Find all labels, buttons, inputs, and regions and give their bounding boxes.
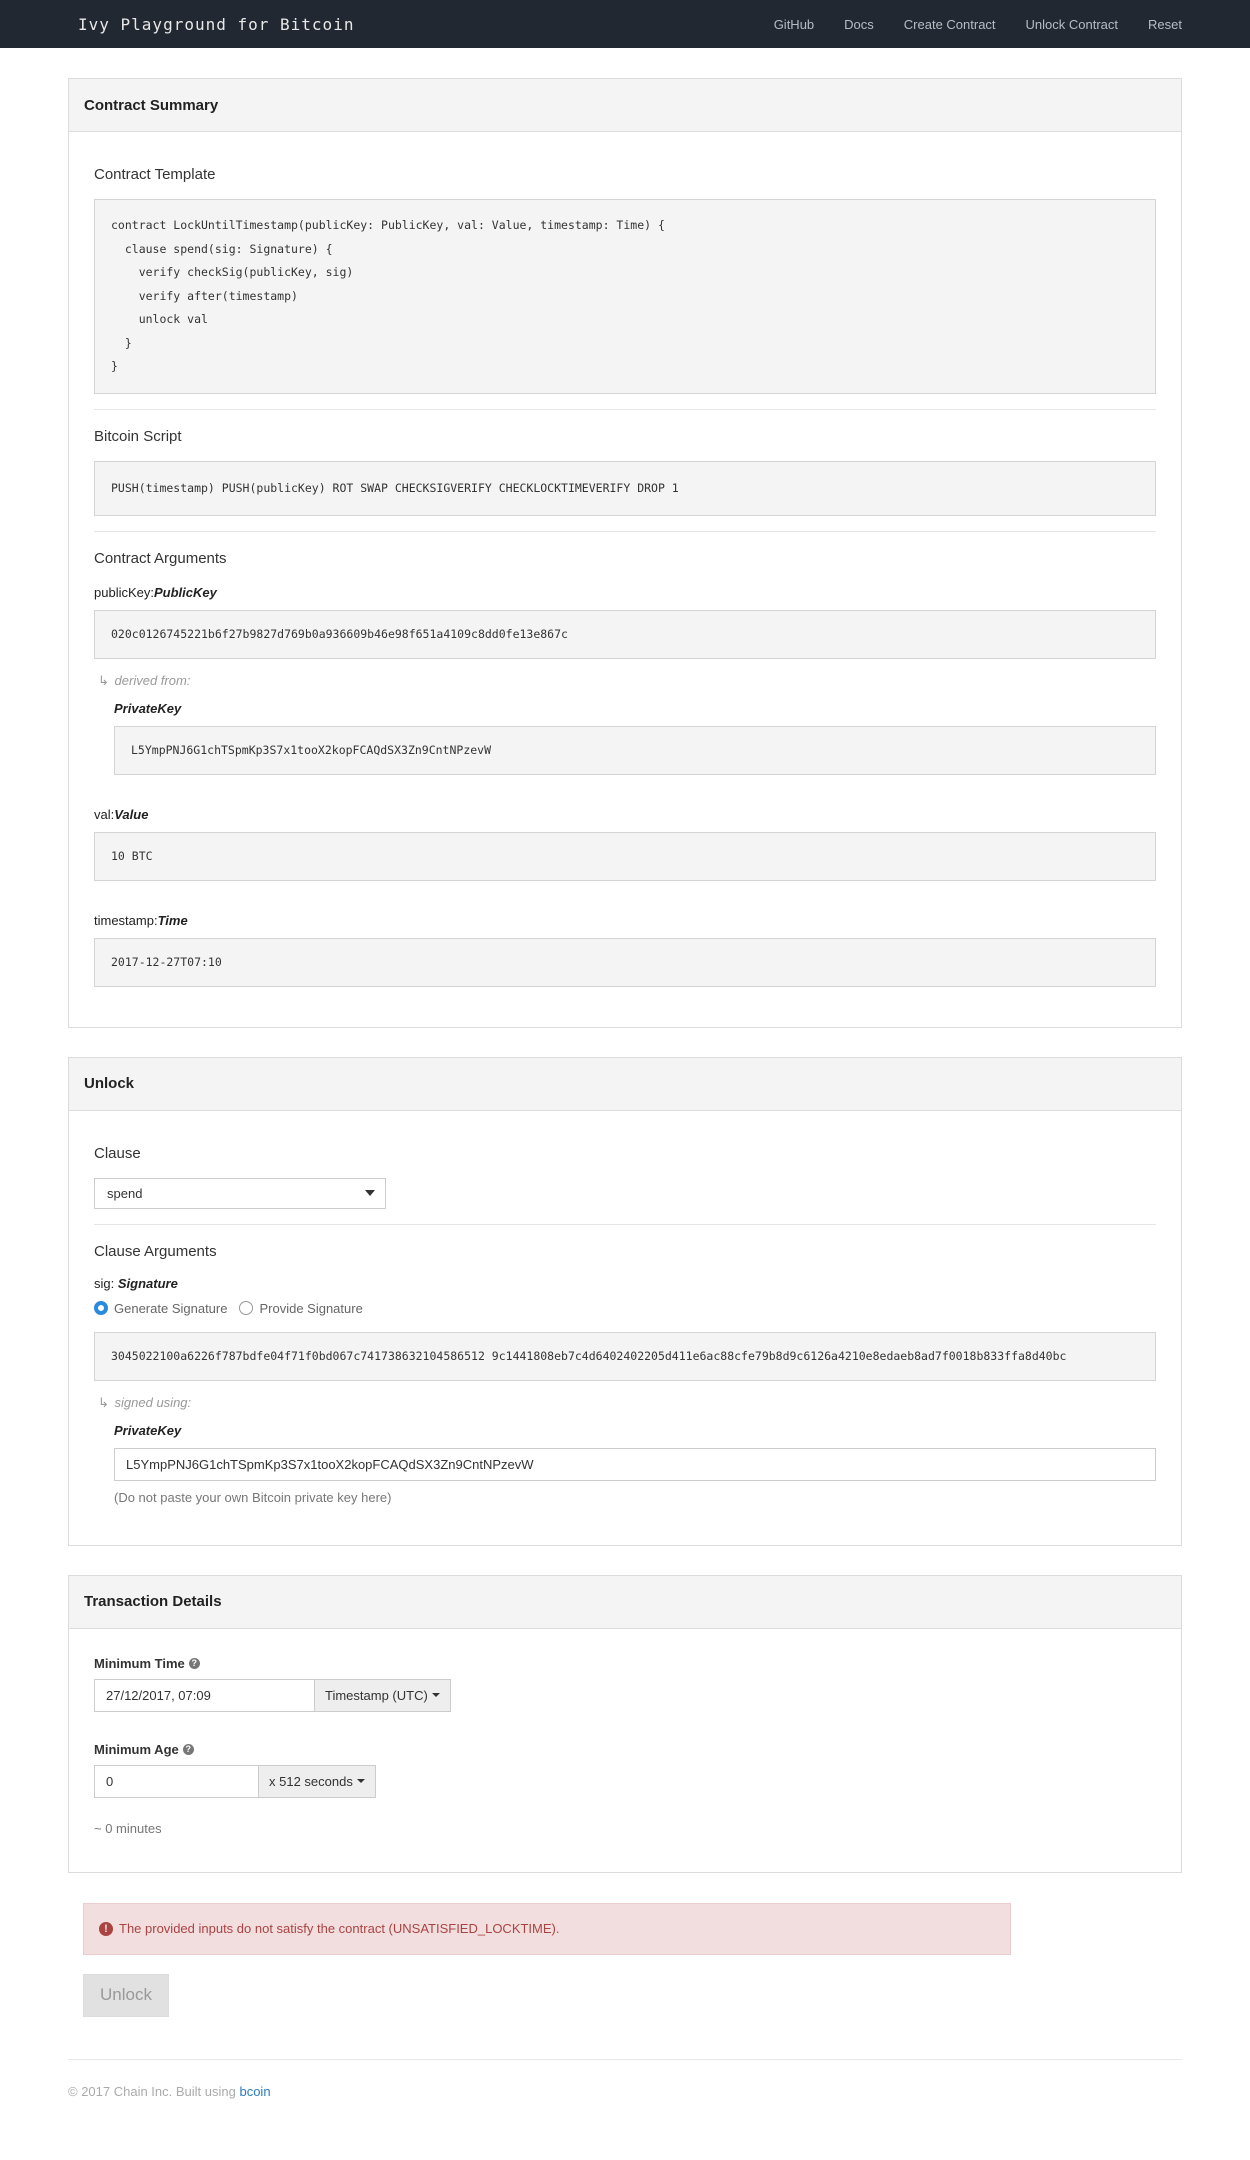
minimum-age-input[interactable]: 0 [94,1765,258,1798]
sig-arg-name: sig: [94,1275,118,1291]
clause-selected-value: spend [107,1185,143,1201]
timestamp-arg-label [94,913,1156,928]
clause-title: Clause [94,1144,141,1162]
derived-private-key [114,701,1156,775]
contract-summary-panel [68,78,1182,1028]
nav-docs[interactable]: Docs [844,16,874,32]
generate-signature-radio[interactable] [94,1301,108,1315]
nav-reset[interactable]: Reset [1148,16,1182,32]
bitcoin-script-code: PUSH(timestamp) PUSH(publicKey) ROT SWAP CHECKSIGVERIFY CHECKLOCKTIMEVERIFY DROP 1 [94,461,1156,516]
minimum-time-unit-dropdown[interactable] [314,1679,451,1712]
caret-down-icon [432,1693,440,1697]
signed-arrow-icon: ↳ [98,1394,109,1410]
sig-arg-type: Signature [117,1275,178,1291]
nav-github[interactable]: GitHub [773,16,815,32]
val-value: 10 BTC [94,832,1156,881]
publickey-arg-type: PublicKey [153,584,217,600]
publickey-arg-label [94,585,1156,600]
minimum-age-group [94,1765,1156,1798]
caret-down-icon [357,1779,365,1783]
minimum-age-unit: x 512 seconds [269,1773,353,1789]
val-arg-type: Value [114,806,149,822]
minimum-time-unit: Timestamp (UTC) [325,1687,428,1703]
minimum-age-label [94,1742,1156,1757]
error-alert-text: The provided inputs do not satisfy the contract (UNSATISFIED_LOCKTIME). [119,1921,560,1936]
top-navbar [0,0,1250,48]
unlock-panel [68,1057,1182,1546]
contract-summary-heading: Contract Summary [69,79,1181,132]
footer-text: © 2017 Chain Inc. Built using [68,2083,240,2099]
nav-links [774,17,1182,32]
timestamp-arg-type: Time [157,912,188,928]
timestamp-value: 2017-12-27T07:10 [94,938,1156,987]
contract-arguments-title: Contract Arguments [94,549,227,567]
nav-create-contract[interactable]: Create Contract [903,16,996,32]
help-icon[interactable]: ? [189,1658,200,1669]
derived-from-note [98,673,1156,689]
publickey-arg-name: publicKey: [94,584,154,600]
signed-using-label: signed using: [114,1394,192,1410]
chevron-down-icon [365,1190,375,1196]
app-brand[interactable]: Ivy Playground for Bitcoin [78,14,355,34]
minimum-time-group [94,1679,1156,1712]
minimum-age-text: Minimum Age [94,1741,179,1757]
sig-arg-label [94,1276,1156,1291]
signing-private-key-input[interactable]: L5YmpPNJ6G1chTSpmKp3S7x1tooX2kopFCAQdSX3Zn9CntNPzevW [114,1448,1156,1481]
signature-mode-radios [94,1301,1156,1316]
bitcoin-script-title: Bitcoin Script [94,427,182,445]
clause-select[interactable] [94,1178,386,1209]
clause-arguments-title: Clause Arguments [94,1242,217,1260]
unlock-button[interactable]: Unlock [83,1974,169,2017]
minimum-age-unit-dropdown[interactable] [258,1765,376,1798]
minimum-time-label [94,1656,1156,1671]
contract-template-code [94,199,1156,394]
provide-signature-radio[interactable] [239,1301,253,1315]
help-icon[interactable]: ? [183,1744,194,1755]
val-arg-label [94,807,1156,822]
provide-signature-label[interactable]: Provide Signature [259,1300,363,1316]
minimum-time-text: Minimum Time [94,1655,185,1671]
signing-private-key-label: PrivateKey [114,1422,182,1438]
unlock-heading: Unlock [69,1058,1181,1111]
publickey-value: 020c0126745221b6f27b9827d769b0a936609b46e98f651a4109c8dd0fe13e867c [94,610,1156,659]
private-key-label: PrivateKey [114,700,182,716]
transaction-details-panel [68,1575,1182,1873]
error-alert [83,1903,1011,1955]
divider [94,531,1156,532]
contract-template-text: contract LockUntilTimestamp(publicKey: PublicKey, val: Value, timestamp: Time) { clause spend(sig: Signature) { verify checkSig(publicKey, sig) verify after(timestamp) unlock val } } [111,218,665,373]
bcoin-link[interactable]: bcoin [239,2083,271,2099]
val-arg-name: val: [94,806,115,822]
contract-template-title: Contract Template [94,166,216,183]
private-key-value: L5YmpPNJ6G1chTSpmKp3S7x1tooX2kopFCAQdSX3Zn9CntNPzevW [114,726,1156,775]
divider [94,1224,1156,1225]
private-key-hint: (Do not paste your own Bitcoin private key here) [114,1489,392,1505]
transaction-details-heading: Transaction Details [69,1576,1181,1629]
nav-unlock-contract[interactable]: Unlock Contract [1025,16,1119,32]
derived-from-label: derived from: [114,672,191,688]
footer [68,2059,1182,2099]
signature-value: 3045022100a6226f787bdfe04f71f0bd067c741738632104586512 9c1441808eb7c4d6402402205d411e6ac88cfe79b8d9c6126a4210e8edaeb8ad7f0018b833ffa8d40bc [94,1332,1156,1381]
timestamp-arg-name: timestamp: [94,912,158,928]
signing-private-key [114,1423,1156,1505]
main-container [68,78,1182,2099]
derived-arrow-icon: ↳ [98,672,109,688]
generate-signature-label[interactable]: Generate Signature [114,1300,228,1316]
signed-using-note [98,1395,1156,1411]
minimum-age-approx: ~ 0 minutes [94,1820,162,1836]
exclamation-icon: ! [99,1922,113,1936]
divider [94,409,1156,410]
minimum-time-input[interactable]: 27/12/2017, 07:09 [94,1679,314,1712]
